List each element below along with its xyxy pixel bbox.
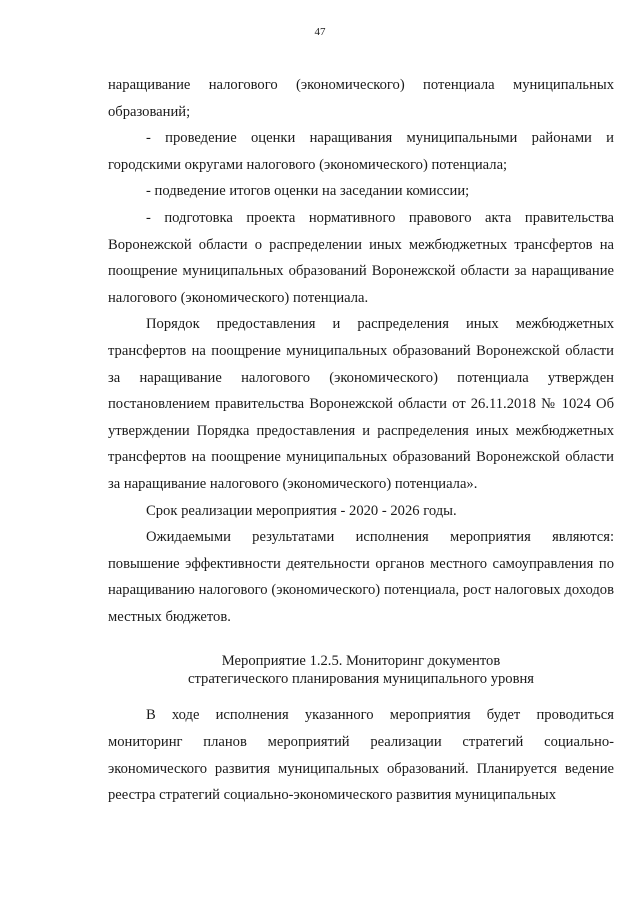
document-body xyxy=(108,72,614,809)
paragraph: Порядок предоставления и распределения иных межбюджетных трансфертов на поощрение муниципальных образований Воронежской области за наращивание налогового (экономического) потенциала утвержден постановлением правительства Воронежской области от 26.11.2018 № 1024 Об утверждении Порядка предоставления и распределения иных межбюджетных трансфертов на поощрение муниципальных образований Воронежской области за наращивание налогового (экономического) потенциала». xyxy=(108,316,614,492)
heading-line: Мероприятие 1.2.5. Мониторинг документов xyxy=(221,653,501,670)
paragraph: Ожидаемыми результатами исполнения мероприятия являются: повышение эффективности деятельности органов местного самоуправления по наращиванию налогового (экономического) потенциала, рост налоговых доходов местных бюджетов. xyxy=(108,529,614,625)
paragraph: Срок реализации мероприятия - 2020 - 2026 годы. xyxy=(146,502,457,519)
paragraph: В ходе исполнения указанного мероприятия будет проводиться мониторинг планов мероприятий реализации стратегий социально-экономического развития муниципальных образований. Планируется ведение реестра стратегий социально-экономического развития муниципальных xyxy=(108,707,614,804)
paragraph: - проведение оценки наращивания муниципальными районами и городскими округами налогового (экономического) потенциала; xyxy=(108,130,614,173)
section-heading xyxy=(108,652,614,688)
page-number: 47 xyxy=(314,26,326,38)
paragraph: - подведение итогов оценки на заседании комиссии; xyxy=(146,183,470,200)
heading-line: стратегического планирования муниципального уровня xyxy=(188,671,534,688)
paragraph: - подготовка проекта нормативного правового акта правительства Воронежской области о распределении иных межбюджетных трансфертов на поощрение муниципальных образований Воронежской области за наращивание налогового (экономического) потенциала. xyxy=(108,209,614,306)
paragraph: наращивание налогового (экономического) потенциала муниципальных образований; xyxy=(108,77,614,120)
